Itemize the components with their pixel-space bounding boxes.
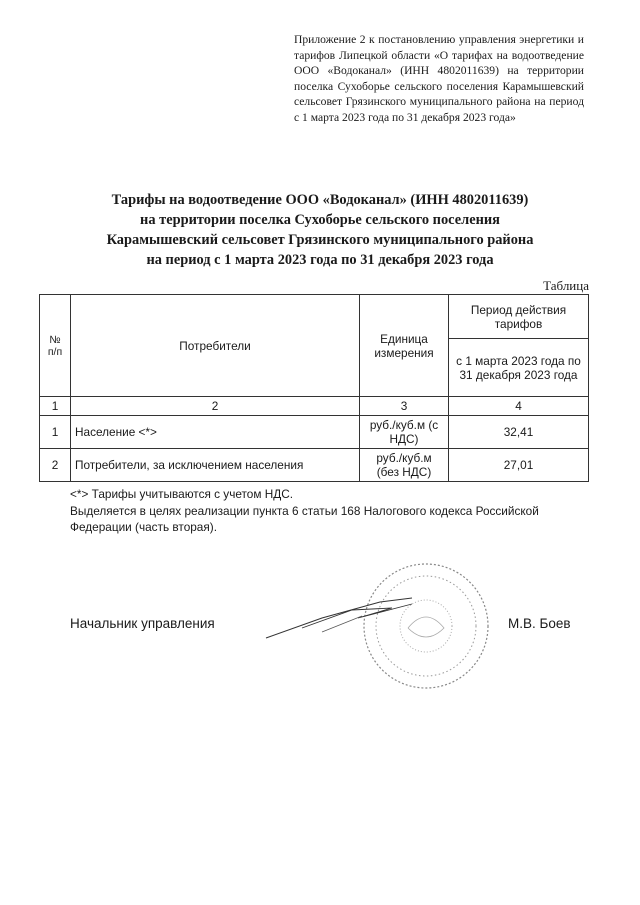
header-unit: Единица измерения: [360, 295, 449, 397]
title-line-3: Карамышевский сельсовет Грязинского муниципального района: [106, 232, 534, 248]
row-unit: руб./куб.м (без НДС): [360, 449, 449, 482]
header-period: Период действия тарифов: [449, 295, 589, 339]
appendix-note: Приложение 2 к постановлению управления энергетики и тарифов Липецкой области «О тарифах на водоотведение ООО «Водоканал» (ИНН 4802011639) на территории поселка Сухоборье сельского поселения Карамышевский сельсовет Грязинского муниципального района на период с 1 марта 2023 года по 31 декабря 2023 года»: [294, 33, 584, 124]
title-line-1: Тарифы на водоотведение ООО «Водоканал» (ИНН 4802011639): [111, 192, 529, 208]
tariff-table: [39, 294, 589, 482]
row-num: 2: [40, 449, 71, 482]
row-consumer: Население <*>: [71, 416, 360, 449]
header-period-range: с 1 марта 2023 года по 31 декабря 2023 года: [449, 339, 589, 397]
footnotes: [70, 486, 600, 536]
footnote-vat: <*> Тарифы учитываются с учетом НДС.: [70, 487, 294, 501]
col-number-1: 1: [40, 397, 71, 416]
signatory-position: Начальник управления: [70, 616, 215, 631]
document-title: [40, 190, 600, 270]
title-line-4: на период с 1 марта 2023 года по 31 декабря 2023 года: [146, 252, 494, 268]
row-num: 1: [40, 416, 71, 449]
table-row: [40, 416, 589, 449]
row-value: 27,01: [449, 449, 589, 482]
header-num: № п/п: [40, 295, 71, 397]
col-number-4: 4: [449, 397, 589, 416]
title-line-2: на территории поселка Сухоборье сельского поселения: [140, 212, 500, 228]
col-number-2: 2: [71, 397, 360, 416]
table-row: [40, 449, 589, 482]
signature-icon: [262, 594, 442, 644]
signatory-name: М.В. Боев: [508, 616, 571, 631]
header-consumers: Потребители: [71, 295, 360, 397]
col-number-3: 3: [360, 397, 449, 416]
row-unit: руб./куб.м (с НДС): [360, 416, 449, 449]
row-value: 32,41: [449, 416, 589, 449]
table-caption: Таблица: [543, 278, 589, 293]
row-consumer: Потребители, за исключением населения: [71, 449, 360, 482]
footnote-tax-code: Выделяется в целях реализации пункта 6 статьи 168 Налогового кодекса Российской Федерации (часть вторая).: [70, 503, 539, 534]
